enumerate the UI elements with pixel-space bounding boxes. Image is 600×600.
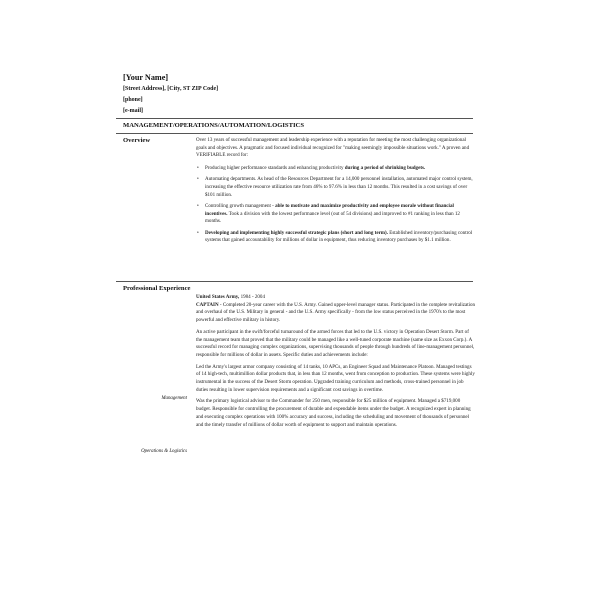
experience-item-operations: Was the primary logistical advisor to the Commander for 250 men, responsible for $25 million of equipment. Managed a $719,000 budget. Responsible for controlling the procurement of durable and expendable items under the budget. A recognized expert in planning and executing complex operations with 100% accuracy and success, including the scheduling and movement of thousands of personnel and the timely transfer of millions of dollar worth of equipment to support and maintain operations. [196,398,471,428]
overview-bullet: • Developing and implementing highly successful strategic plans (short and long term). Established inventory/purchasing control systems that gained accountability for millions of dollar in equipment, thus reducing inventory purchases by $1.1 million. [197,229,473,244]
position-title: CAPTAIN [196,301,219,308]
overview-intro: Over 13 years of successful management and leadership experience with a reputation for meeting the most challenging organizational goals and objectives. A pragmatic and focused individual recognized for "making seemingly impossible situations work." A proven and VERIFIABLE record for: [196,137,470,159]
email[interactable]: [e-mail] [123,108,143,114]
overview-bullet: • Automating departments. As head of the Resources Department for a 14,000 personnel installation, automated major control system, increasing the effective resource utilization rate from 46% to 97.6% in less than 12 months. This resulted in a cost savings of over $101 million. [197,176,473,198]
street-address[interactable]: [Street Address], [City, ST ZIP Code] [123,86,219,92]
overview-bullet-list [196,165,476,245]
experience-body [196,294,476,429]
divider-objective [116,133,473,134]
employment-dates: 1984 - 2004 [239,294,265,300]
position-line: CAPTAIN - Completed 20-year career with the U.S. Army. Gained upper-level manager status. Participated in the complete revitalization and overhaul of the U.S. Military in general - and the U.S. Army specifically - from the low status perceived in the 1970's to the most powerful and effective military in history. [196,301,476,324]
overview-bullet: • Controlling growth management - able to motivate and maximize productivity and employee morale without financial incentives. Took a division with the lowest performance level (out of 54 divisions) and improved to #1 ranking in less than 12 months. [197,202,460,225]
phone[interactable]: [phone] [123,97,143,103]
experience-title: Professional Experience [123,285,191,292]
contact-header [123,72,218,117]
employer-line [196,294,476,302]
objective-title: MANAGEMENT/OPERATIONS/AUTOMATION/LOGISTICS [123,122,304,129]
bullet-icon: • [197,229,199,236]
label-operations-logistics: Operations & Logistics [141,449,187,454]
label-management: Management [161,396,187,401]
applicant-name[interactable]: [Your Name] [123,73,169,82]
overview-bullet: • Producing higher performance standards and enhancing productivity during a period of shrinking budgets. [197,165,426,172]
bullet-icon: • [197,202,199,209]
bullet-icon: • [197,176,199,183]
bullet-icon: • [197,165,199,172]
experience-paragraph: An active participant in the swift/forceful turnaround of the armed forces that led to the U.S. victory in Operation Desert Storm. Part of the management team that proved that the military could be managed like a well-tuned corporate machine (same size as Exxon Corp.). A successful record for managing complex organizations, supervising thousands of people through hundreds of line-management personnel, responsible for millions of dollar in assets. Specific duties and achievements include: [196,328,475,358]
employer: United States Army, [196,294,240,300]
divider-experience [116,281,473,282]
overview-body [196,137,476,248]
divider-top [116,118,473,119]
overview-title: Overview [123,137,151,144]
experience-item-management: Led the Army's largest armor company consisting of 14 tanks, 10 APCs, an Engineer Squad and Maintenance Platoon. Managed testings of 14 high-tech, multimillion dollar products that, in less than 12 months, went from conception to production. These systems were highly instrumental in the success of the Desert Storm operation. Upgraded training curriculum and methods, cross-trained personnel in job duties resulting in lower supervision requirements and a significant cost savings in overtime. [196,363,475,393]
